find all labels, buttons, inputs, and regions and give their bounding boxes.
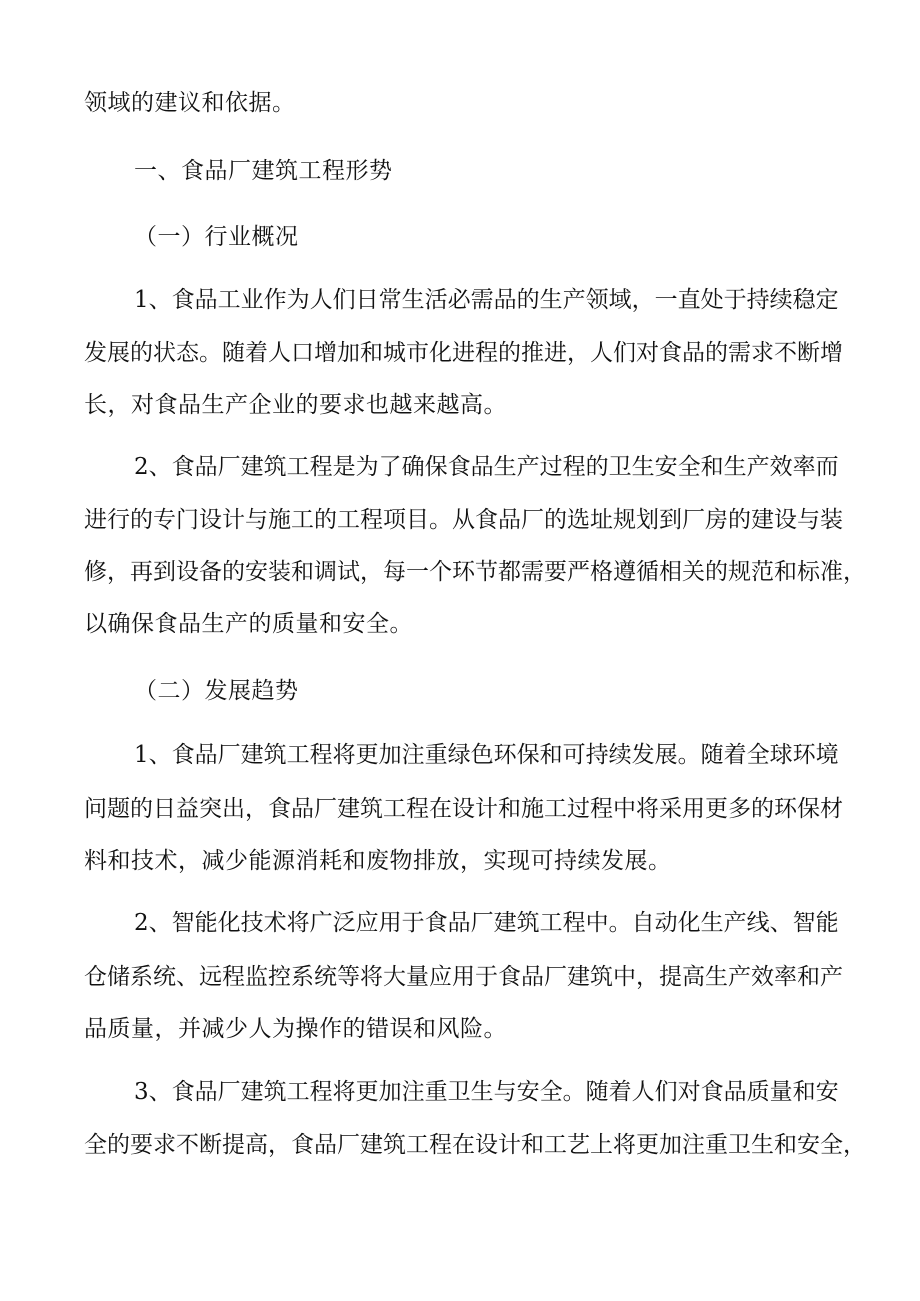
paragraph-line: 3、食品厂建筑工程将更加注重卫生与安全。随着人们对食品质量和安 <box>134 1079 839 1105</box>
paragraph-line: 1、食品工业作为人们日常生活必需品的生产领域，一直处于持续稳定 <box>134 287 839 313</box>
paragraph-line: 进行的专门设计与施工的工程项目。从食品厂的选址规划到厂房的建设与装 <box>84 507 843 533</box>
paragraph-continuation-line: 领域的建议和依据。 <box>84 90 296 116</box>
paragraph-line: 品质量，并减少人为操作的错误和风险。 <box>84 1016 507 1042</box>
paragraph-line: 长，对食品生产企业的要求也越来越高。 <box>84 392 507 418</box>
paragraph-line: 2、智能化技术将广泛应用于食品厂建筑工程中。自动化生产线、智能 <box>134 910 839 936</box>
paragraph-line: 2、食品厂建筑工程是为了确保食品生产过程的卫生安全和生产效率而 <box>134 454 839 480</box>
paragraph-line: 全的要求不断提高，食品厂建筑工程在设计和工艺上将更加注重卫生和安全， <box>84 1132 866 1158</box>
paragraph-line: 仓储系统、远程监控系统等将大量应用于食品厂建筑中，提高生产效率和产 <box>84 964 843 990</box>
paragraph-line: 以确保食品生产的质量和安全。 <box>84 611 413 637</box>
paragraph-line: 问题的日益突出，食品厂建筑工程在设计和施工过程中将采用更多的环保材 <box>84 796 843 822</box>
paragraph-line: 发展的状态。随着人口增加和城市化进程的推进，人们对食品的需求不断增 <box>84 340 843 366</box>
subsection-heading-development-trend: （二）发展趋势 <box>134 678 299 704</box>
paragraph-line: 料和技术，减少能源消耗和废物排放，实现可持续发展。 <box>84 848 672 874</box>
subsection-heading-industry-overview: （一）行业概况 <box>134 224 299 250</box>
paragraph-line: 1、食品厂建筑工程将更加注重绿色环保和可持续发展。随着全球环境 <box>134 742 839 768</box>
section-heading: 一、食品厂建筑工程形势 <box>134 158 393 184</box>
paragraph-line: 修，再到设备的安装和调试，每一个环节都需要严格遵循相关的规范和标准， <box>84 559 866 585</box>
